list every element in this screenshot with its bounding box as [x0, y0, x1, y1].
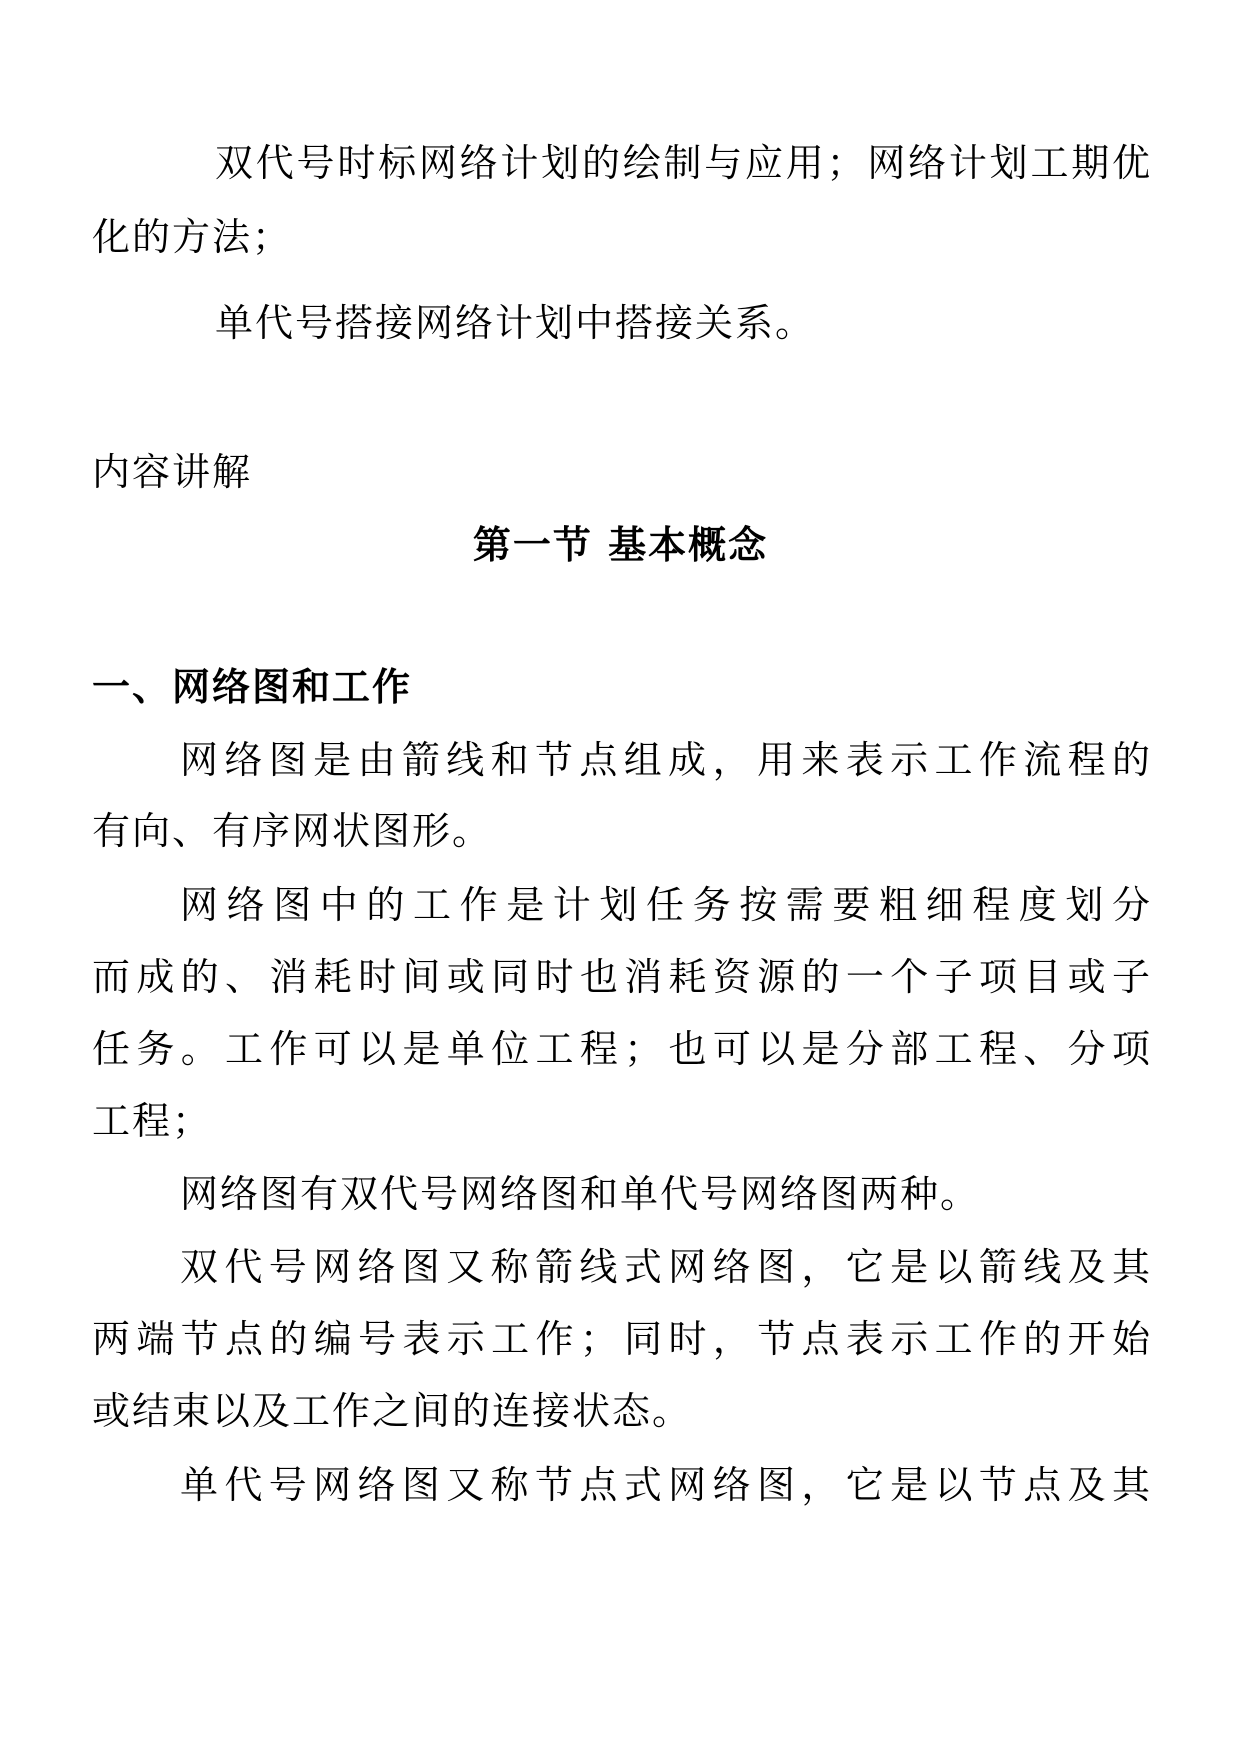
paragraph-4-line-2: 两端节点的编号表示工作；同时，节点表示工作的开始	[92, 1317, 1152, 1361]
paragraph-4-line-1: 双代号网络图又称箭线式网络图，它是以箭线及其	[180, 1245, 1152, 1289]
paragraph-3-line-1: 网络图有双代号网络图和单代号网络图两种。	[180, 1172, 981, 1216]
subsection-title: 一、网络图和工作	[92, 665, 413, 709]
paragraph-4-line-3: 或结束以及工作之间的连接状态。	[92, 1389, 693, 1433]
paragraph-1-line-2: 有向、有序网状图形。	[92, 809, 493, 853]
paragraph-2-line-4: 工程；	[92, 1099, 213, 1143]
paragraph-5-line-1: 单代号网络图又称节点式网络图，它是以节点及其	[180, 1463, 1152, 1507]
paragraph-2-line-2: 而成的、消耗时间或同时也消耗资源的一个子项目或子	[92, 955, 1152, 999]
intro-line-3: 单代号搭接网络计划中搭接关系。	[215, 301, 816, 345]
paragraph-1-line-1: 网络图是由箭线和节点组成，用来表示工作流程的	[180, 738, 1152, 782]
section-title: 第一节 基本概念	[472, 523, 769, 567]
intro-line-1: 双代号时标网络计划的绘制与应用；网络计划工期优	[215, 141, 1152, 185]
paragraph-2-line-1: 网络图中的工作是计划任务按需要粗细程度划分	[180, 883, 1152, 927]
intro-line-2: 化的方法；	[92, 215, 293, 259]
content-label: 内容讲解	[92, 450, 253, 494]
paragraph-2-line-3: 任务。工作可以是单位工程；也可以是分部工程、分项	[92, 1027, 1152, 1071]
